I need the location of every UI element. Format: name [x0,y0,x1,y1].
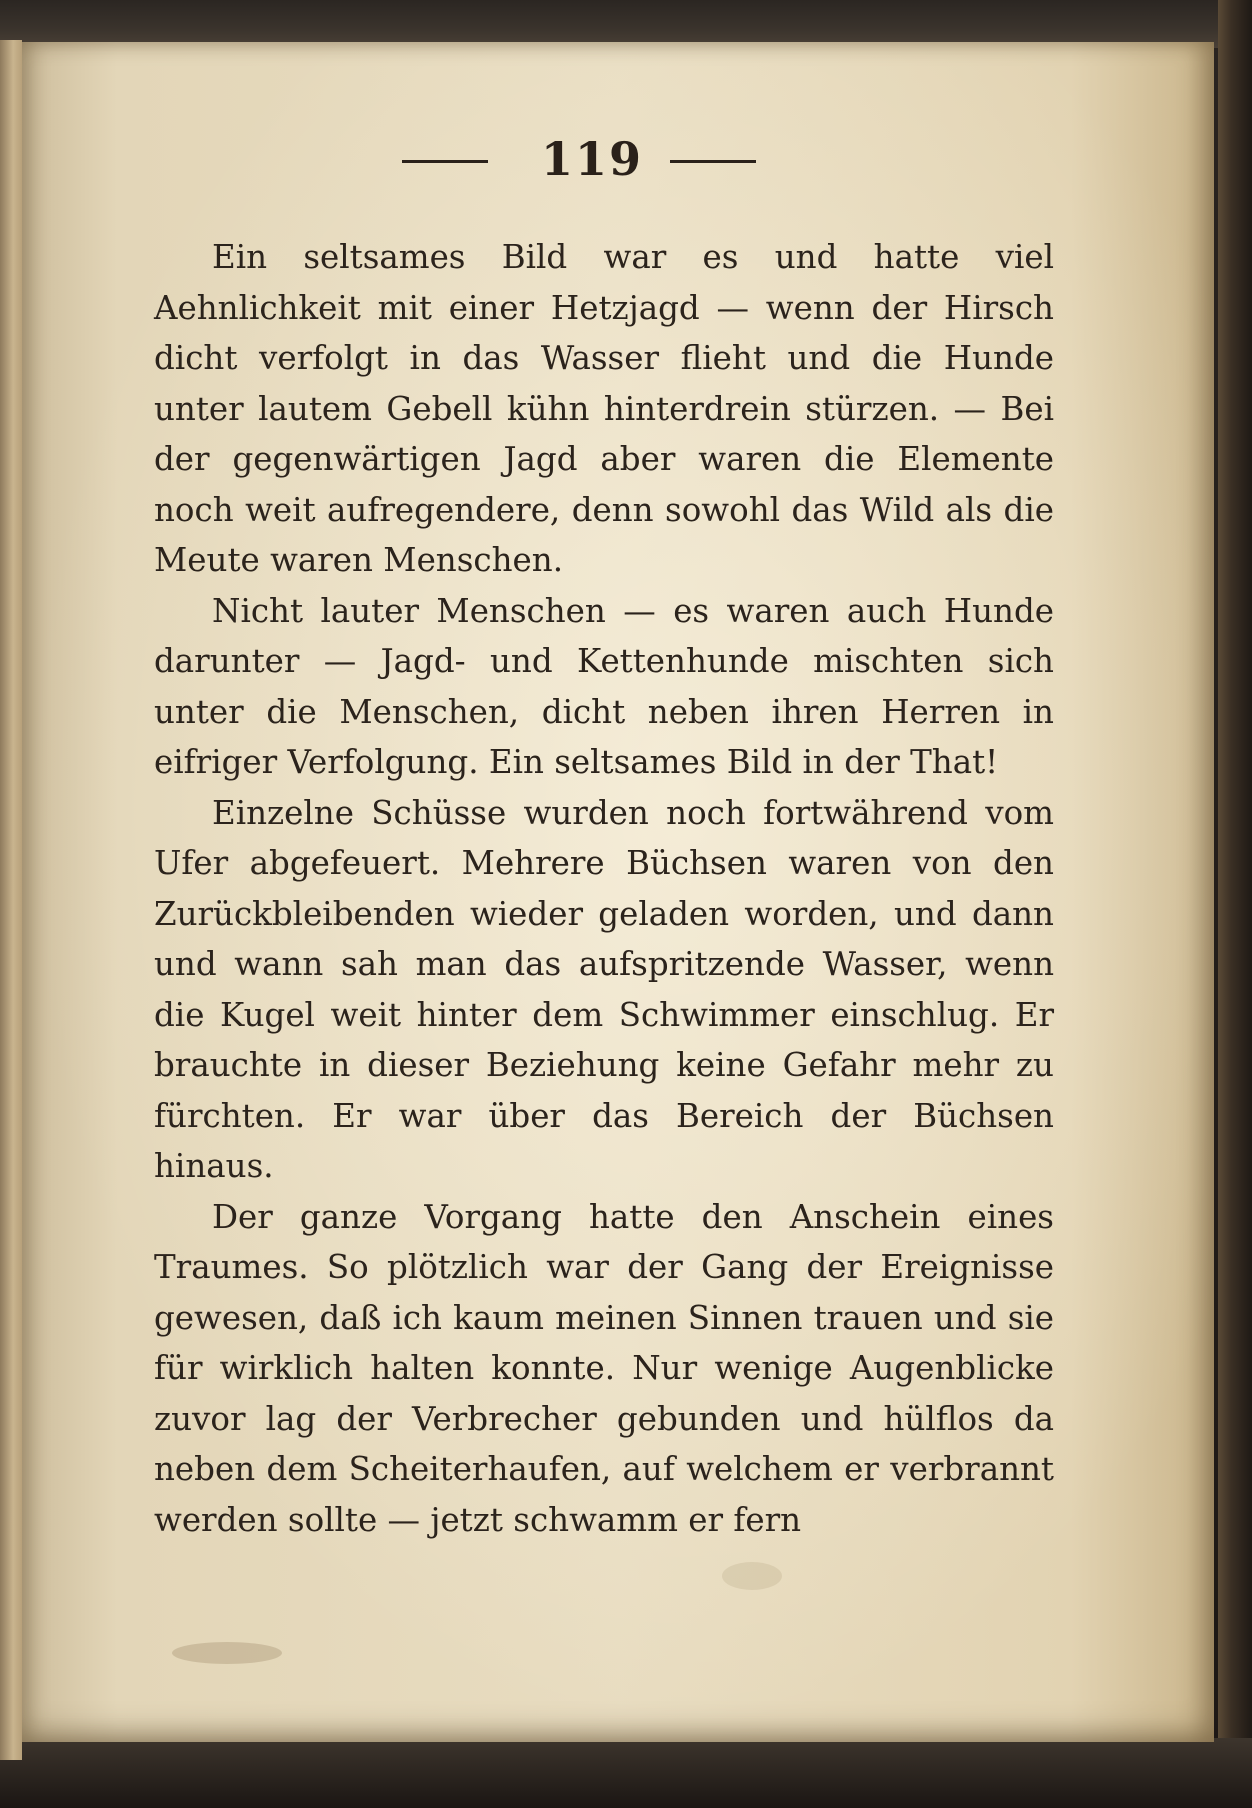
body-text [154,232,1054,1545]
paragraph-2: Nicht lauter Menschen — es waren auch Hunde darunter — Jagd- und Kettenhunde mischten sich unter die Menschen, dicht neben ihren Herren in eifriger Verfolgung. Ein seltsames Bild in der That! [154,591,1054,781]
paper-stain [722,1562,782,1590]
previous-page-edge [0,40,22,1760]
paragraph-1: Ein seltsames Bild war es und hatte viel Aehnlichkeit mit einer Hetzjagd — wenn der Hirsch dicht verfolgt in das Wasser flieht und die Hunde unter lautem Gebell kühn hinterdrein stürzen. — Bei der gegenwärtigen Jagd aber waren die Elemente noch weit aufregendere, denn sowohl das Wild als die Meute waren Menschen. [154,238,1054,579]
page-number: 119 [540,132,644,186]
paragraph-3: Einzelne Schüsse wurden noch fortwährend vom Ufer abgefeuert. Mehrere Büchsen waren von den Zurückbleibenden wieder geladen worden, und dann und wann sah man das aufspritzende Wasser, wenn die Kugel weit hinter dem Schwimmer einschlug. Er brauchte in dieser Beziehung keine Gefahr mehr zu fürchten. Er war über das Bereich der Büchsen hinaus. [154,793,1054,1185]
ink-stain [172,1642,282,1664]
book-cover-top-edge [0,0,1252,48]
page-number-dash-right [670,160,756,163]
book-cover-right-edge [1218,0,1252,1808]
book-page [22,42,1214,1742]
book-cover-bottom-edge [0,1738,1252,1808]
paragraph-4: Der ganze Vorgang hatte den Anschein eines Traumes. So plötzlich war der Gang der Ereignisse gewesen, daß ich kaum meinen Sinnen trauen und sie für wirklich halten konnte. Nur wenige Augenblicke zuvor lag der Verbrecher gebunden und hülflos da neben dem Scheiterhaufen, auf welchem er verbrannt werden sollte — jetzt schwamm er fern [154,1197,1054,1539]
